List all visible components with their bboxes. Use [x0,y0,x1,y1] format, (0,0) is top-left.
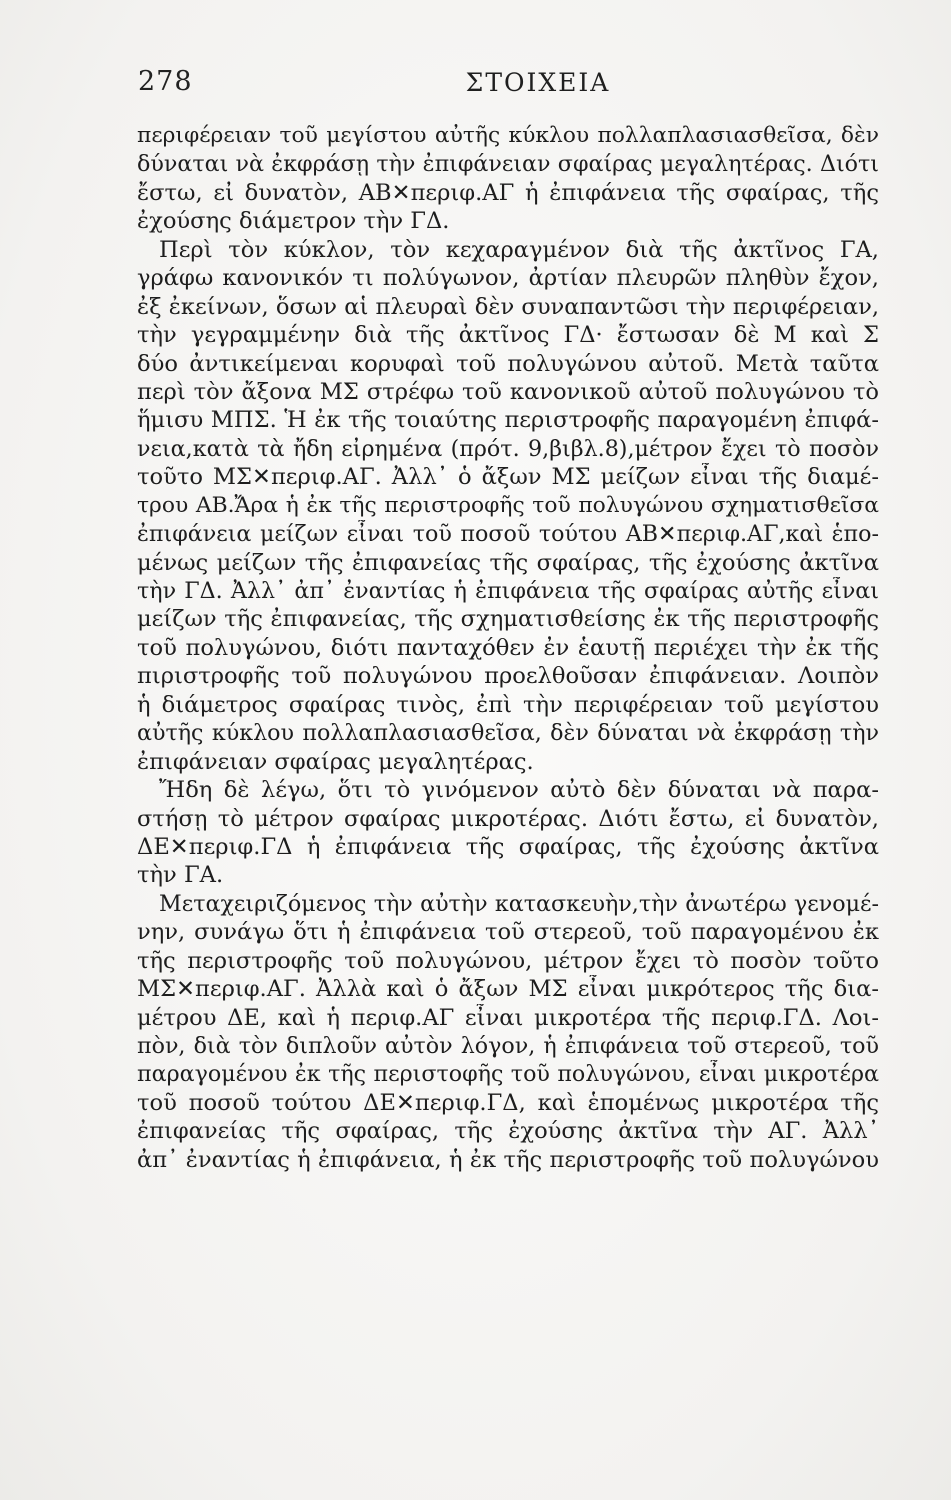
text-line: τὴν γεγραμμένην διὰ τῆς ἀκτῖνος ΓΔ· ἔστωσαν δὲ Μ καὶ Σ [137,322,879,349]
text-line: γράφω κανονικόν τι πολύγωνον, ἀρτίαν πλευρῶν πληθὺν ἔχον, [137,265,879,292]
body-text [137,122,879,1174]
text-line: τοῦ πολυγώνου, διότι πανταχόθεν ἐν ἑαυτῇ περιέχει τὴν ἐκ τῆς [137,634,879,661]
text-line: ἥμισυ ΜΠΣ. Ἡ ἐκ τῆς τοιαύτης περιστροφῆς παραγομένη ἐπιφά- [137,407,879,434]
text-line: αὐτῆς κύκλου πολλαπλασιασθεῖσα, δὲν δύναται νὰ ἐκφράσῃ τὴν [137,720,879,747]
text-line: μείζων τῆς ἐπιφανείας, τῆς σχηματισθείσης ἐκ τῆς περιστροφῆς [137,606,879,633]
text-line: ἐπιφανείας τῆς σφαίρας, τῆς ἐχούσης ἀκτῖνα τὴν ΑΓ. Ἀλλ᾽ [137,1118,879,1145]
text-line: πιριστροφῆς τοῦ πολυγώνου προελθοῦσαν ἐπιφάνειαν. Λοιπὸν [137,663,879,690]
text-line: ἔστω, εἰ δυνατὸν, ΑΒ✕περιφ.ΑΓ ἡ ἐπιφάνεια τῆς σφαίρας, τῆς [137,179,879,206]
running-title: ΣΤΟΙΧΕΙΑ [465,68,611,97]
text-line: ἐξ ἐκείνων, ὅσων αἱ πλευραὶ δὲν συναπαντῶσι τὴν περιφέρειαν, [137,293,879,320]
text-line: νεια,κατὰ τὰ ἤδη εἰρημένα (πρότ. 9,βιβλ.8),μέτρον ἔχει τὸ ποσὸν [137,435,879,462]
text-line: ἀπ᾽ ἐναντίας ἡ ἐπιφάνεια, ἡ ἐκ τῆς περιστροφῆς τοῦ πολυγώνου [137,1146,879,1173]
text-line: Περὶ τὸν κύκλον, τὸν κεχαραγμένον διὰ τῆς ἀκτῖνος ΓΑ, [159,236,879,263]
text-line: περιφέρειαν τοῦ μεγίστου αὐτῆς κύκλου πολλαπλασιασθεῖσα, δὲν [137,123,879,148]
text-line: Ἤδη δὲ λέγω, ὅτι τὸ γινόμενον αὐτὸ δὲν δύναται νὰ παρα- [159,777,879,804]
text-line: τοῦτο ΜΣ✕περιφ.ΑΓ. Ἀλλ᾽ ὁ ἄξων ΜΣ μείζων εἶναι τῆς διαμέ- [137,464,879,491]
text-line: τὴν ΓΑ. [137,862,224,889]
text-line: ΜΣ✕περιφ.ΑΓ. Ἀλλὰ καὶ ὁ ἄξων ΜΣ εἶναι μικρότερος τῆς δια- [137,976,879,1003]
text-line: πὸν, διὰ τὸν διπλοῦν αὐτὸν λόγον, ἡ ἐπιφάνεια τοῦ στερεοῦ, τοῦ [137,1033,879,1059]
text-line: περὶ τὸν ἄξονα ΜΣ στρέφω τοῦ κανονικοῦ αὐτοῦ πολυγώνου τὸ [137,378,879,405]
text-line: στήσῃ τὸ μέτρον σφαίρας μικροτέρας. Διότι ἔστω, εἰ δυνατὸν, [137,805,879,832]
text-line: δύο ἀντικείμεναι κορυφαὶ τοῦ πολυγώνου αὐτοῦ. Μετὰ ταῦτα [137,350,879,377]
text-line: νην, συνάγω ὅτι ἡ ἐπιφάνεια τοῦ στερεοῦ, τοῦ παραγομένου ἐκ [137,919,879,946]
text-line: ἐχούσης διάμετρον τὴν ΓΔ. [137,208,450,235]
text-line: ἐπιφάνεια μείζων εἶναι τοῦ ποσοῦ τούτου ΑΒ✕περιφ.ΑΓ,καὶ ἑπο- [137,521,879,548]
text-line: δύναται νὰ ἐκφράσῃ τὴν ἐπιφάνειαν σφαίρας μεγαλητέρας. Διότι [137,151,879,178]
text-line: τοῦ ποσοῦ τούτου ΔΕ✕περιφ.ΓΔ, καὶ ἑπομένως μικροτέρα τῆς [137,1089,879,1116]
text-line: Μεταχειριζόμενος τὴν αὐτὴν κατασκευὴν,τὴν ἀνωτέρω γενομέ- [159,890,879,917]
text-line: τὴν ΓΔ. Ἀλλ᾽ ἀπ᾽ ἐναντίας ἡ ἐπιφάνεια τῆς σφαίρας αὐτῆς εἶναι [137,578,879,604]
page-header [138,66,878,116]
page-number: 278 [138,66,193,97]
text-line: μένως μείζων τῆς ἐπιφανείας τῆς σφαίρας, τῆς ἐχούσης ἀκτῖνα [137,549,879,576]
text-line: παραγομένου ἐκ τῆς περιστοφῆς τοῦ πολυγώνου, εἶναι μικροτέρα [137,1061,879,1088]
text-line: μέτρου ΔΕ, καὶ ἡ περιφ.ΑΓ εἶναι μικροτέρα τῆς περιφ.ΓΔ. Λοι- [137,1004,879,1031]
text-line: τῆς περιστροφῆς τοῦ πολυγώνου, μέτρον ἔχει τὸ ποσὸν τοῦτο [137,947,879,974]
text-line: τρου ΑΒ.Ἄρα ἡ ἐκ τῆς περιστροφῆς τοῦ πολυγώνου σχηματισθεῖσα [137,492,879,518]
text-line: ἡ διάμετρος σφαίρας τινὸς, ἐπὶ τὴν περιφέρειαν τοῦ μεγίστου [137,691,879,718]
text-line: ἐπιφάνειαν σφαίρας μεγαλητέρας. [137,748,534,775]
text-line: ΔΕ✕περιφ.ΓΔ ἡ ἐπιφάνεια τῆς σφαίρας, τῆς ἐχούσης ἀκτῖνα [137,833,879,860]
